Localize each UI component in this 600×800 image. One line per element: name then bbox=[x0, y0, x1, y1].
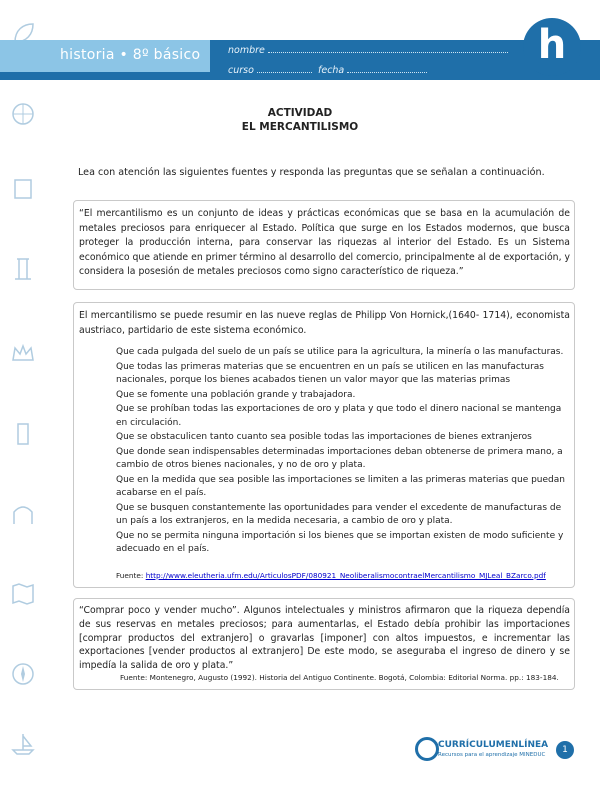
list-item: Que cada pulgada del suelo de un país se utilice para la agricultura, la minería o las manufacturas. bbox=[116, 347, 564, 357]
sidebar bbox=[0, 0, 45, 800]
source-1-text: “El mercantilismo es un conjunto de ideas y prácticas económicas que se basa en la acumulación de metales preciosos para enriquecer al Estado. Política que surge en los Estados modernos, que busca proteger la producción interna, para conservar las riquezas al interior del Estado. Es un Sistema económico que atiende en primer término al desarrollo del comercio, principalmente al de exportación, y considera la posesión de metales preciosos como signo característico de riqueza.” bbox=[79, 208, 570, 277]
list-item: Que se obstaculicen tanto cuanto sea posible todas las importaciones de bienes extranjeros bbox=[116, 432, 532, 442]
list-item: Que donde sean indispensables determinadas importaciones deban obtenerse de primera mano, a cambio de otros bienes nacionales, y no de oro y plata. bbox=[116, 446, 563, 470]
nombre-label: nombre bbox=[228, 45, 265, 56]
fecha-line bbox=[347, 63, 427, 73]
compass-icon bbox=[9, 660, 37, 688]
subject-label: historia • 8º básico bbox=[60, 47, 201, 63]
source-2-citation bbox=[116, 571, 546, 580]
footer-brand: CURRÍCULUMENLÍNEA bbox=[438, 740, 549, 750]
logo: h bbox=[523, 18, 581, 76]
activity-subtitle: EL MERCANTILISMO bbox=[241, 121, 359, 133]
list-item: Que todas las primeras materias que se encuentren en un país se utilicen en las manufacturas nacionales, porque los bienes acabados tienen un valor mayor que las materias primas bbox=[116, 361, 544, 385]
source-box-2 bbox=[73, 302, 575, 588]
instructions: Lea con atención las siguientes fuentes y responda las preguntas que se señalan a continuación. bbox=[78, 167, 545, 178]
fecha-label: fecha bbox=[318, 65, 345, 76]
curso-field[interactable] bbox=[228, 63, 312, 76]
rules-list bbox=[116, 346, 569, 557]
source-2-intro: El mercantilismo se puede resumir en las nueve reglas de Philipp Von Hornick,(1640- 1714), economista austriaco, partidario de este sistema económico. bbox=[79, 310, 570, 336]
column-icon bbox=[9, 255, 37, 283]
fecha-field[interactable] bbox=[318, 63, 427, 76]
source-3-citation: Fuente: Montenegro, Augusto (1992). Historia del Antiguo Continente. Bogotá, Colombia: Editorial Norma. pp.: 183-184. bbox=[120, 673, 559, 682]
crown-icon bbox=[9, 340, 37, 368]
list-item: Que se prohíban todas las exportaciones de oro y plata y que todo el dinero nacional se mantenga en circulación. bbox=[116, 404, 562, 428]
source-link[interactable]: http://www.eleutheria.ufm.edu/ArticulosPDF/080921_NeoliberalismocontraelMercantilismo_MJLeal_BZarco.pdf bbox=[145, 571, 546, 580]
list-item: Que no se permita ninguna importación si los bienes que se importan existen de modo suficiente y adecuado en el país. bbox=[116, 530, 564, 554]
nombre-line bbox=[268, 43, 508, 53]
list-item: Que se busquen constantemente las oportunidades para vender el excedente de manufacturas de un país a los extranjeros, en la medida necesaria, a cambio de oro y plata. bbox=[116, 502, 562, 526]
nombre-field[interactable] bbox=[228, 43, 508, 56]
source-box-1 bbox=[73, 200, 575, 290]
list-item: Que en la medida que sea posible las importaciones se limiten a las primeras materias que puedan acabarse en el país. bbox=[116, 474, 565, 498]
scroll-icon bbox=[9, 175, 37, 203]
activity-title: ACTIVIDAD bbox=[267, 107, 333, 119]
arch-icon bbox=[9, 500, 37, 528]
page-number: 1 bbox=[556, 741, 574, 759]
map-icon bbox=[9, 580, 37, 608]
source-3-text: “Comprar poco y vender mucho”. Algunos intelectuales y ministros afirmaron que la riqueza dependía de sus reservas en metales preciosos; para aumentarlas, el Estado debía prohibir las importaciones [comprar productos del extranjero] o gravarlas [imponer] con altos impuestos, e incrementar las exportaciones [vender productos al extranjero] De este modo, se aseguraba el ingreso de dinero y se impedía la salida de oro y plata.” bbox=[79, 605, 570, 672]
curriculum-logo-icon bbox=[415, 737, 439, 761]
footer-tagline: Recursos para el aprendizaje MINEDUC bbox=[438, 752, 546, 758]
source-label: Fuente: bbox=[116, 571, 144, 580]
curso-label: curso bbox=[228, 65, 254, 76]
ship-icon bbox=[9, 730, 37, 758]
list-item: Que se fomente una población grande y trabajadora. bbox=[116, 389, 356, 400]
curso-line bbox=[257, 63, 312, 73]
source-box-3 bbox=[73, 598, 575, 690]
tower-icon bbox=[9, 420, 37, 448]
